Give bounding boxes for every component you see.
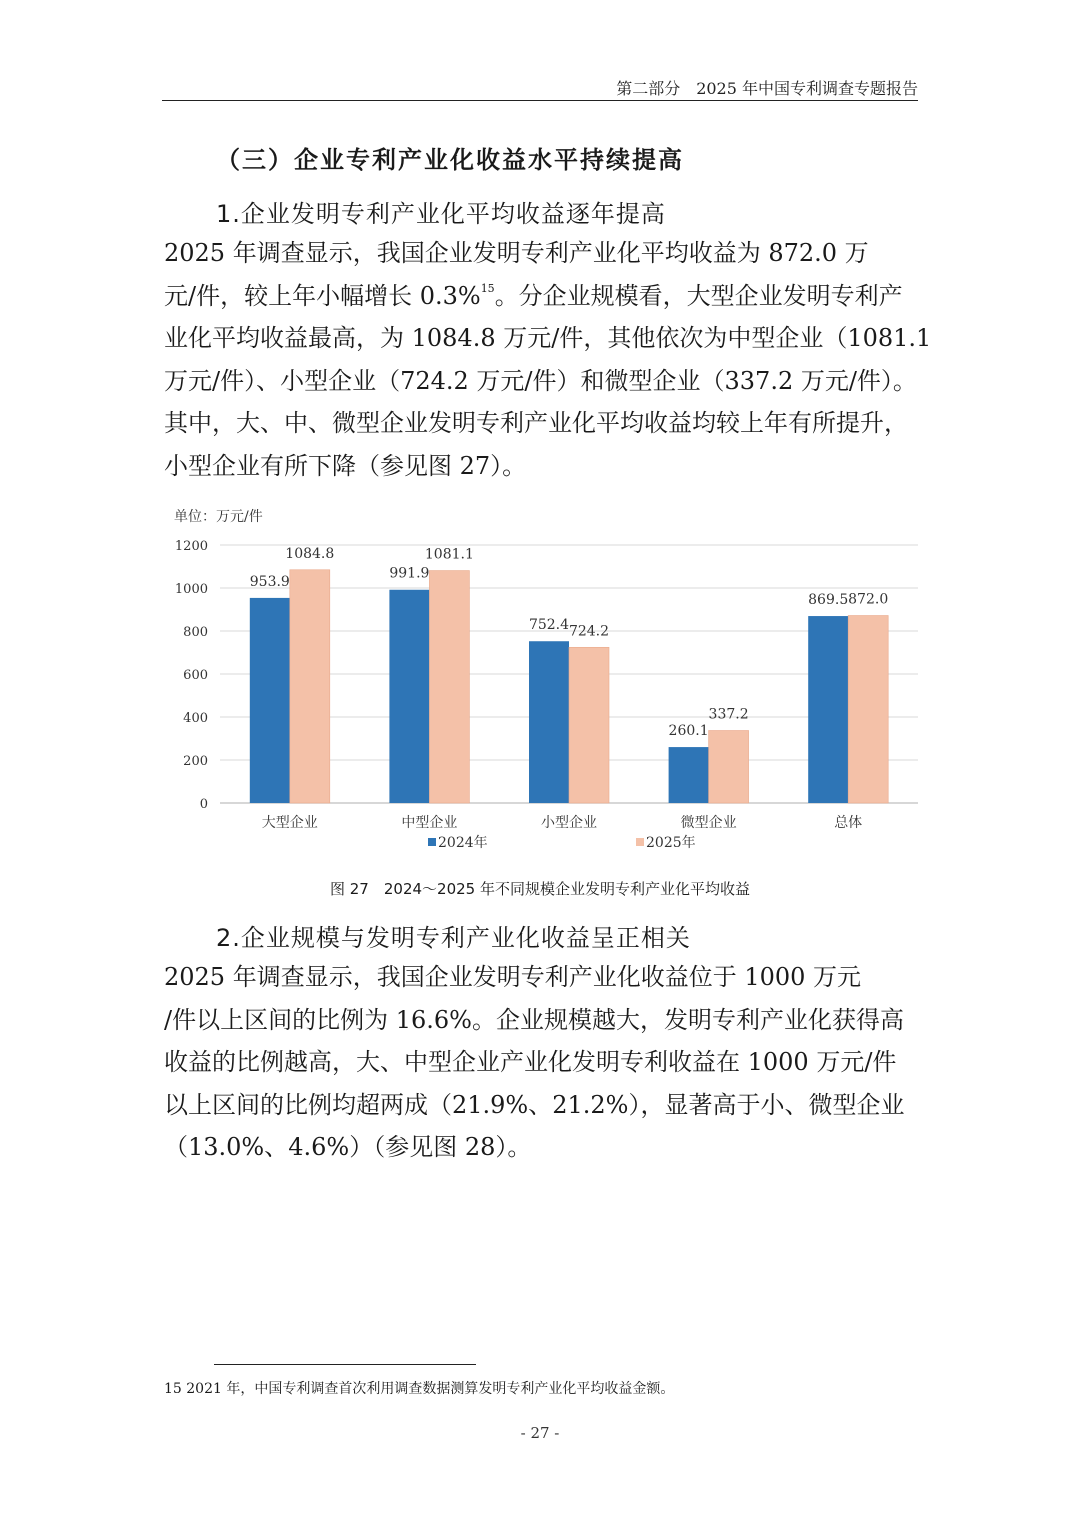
y-tick-label: 200 [183,754,208,769]
bar [529,641,569,803]
para1-line: 业化平均收益最高，为 1084.8 万元/件，其他依次为中型企业（1081.1 [164,324,932,353]
para1-line: 2025 年调查显示，我国企业发明专利产业化平均收益为 872.0 万 [164,239,869,267]
bar [429,571,469,803]
bar [669,747,709,803]
y-tick-label: 1000 [174,582,208,597]
para2-line: 收益的比例越高，大、中型企业产业化发明专利收益在 1000 万元/件 [164,1048,897,1077]
x-tick-label: 总体 [834,815,863,831]
x-tick-label: 大型企业 [261,815,318,831]
bar [808,616,848,803]
para1-line-text: 。分企业规模看，大型企业发明专利产 [494,281,903,310]
bar [389,590,429,803]
data-label: 869.5 [808,592,849,609]
page-header: 第二部分 2025 年中国专利调查专题报告 [616,79,918,98]
para1-line-text: 元/件，较上年小幅增长 0.3% [164,281,481,310]
section-title: （三）企业专利产业化收益水平持续提高 [216,146,684,174]
legend-swatch [428,838,436,846]
y-tick-label: 0 [199,797,208,812]
data-label: 260.1 [668,723,709,740]
bar [250,598,290,803]
subsection-title-1: 1.企业发明专利产业化平均收益逐年提高 [216,200,666,228]
y-tick-label: 600 [183,668,208,683]
header-divider [162,100,918,101]
data-label: 991.9 [389,565,430,582]
y-tick-label: 1200 [174,539,208,554]
footnote: 15 2021 年，中国专利调查首次利用调查数据测算发明专利产业化平均收益金额。 [164,1381,675,1397]
paragraph-1 [164,232,932,488]
para1-line: 小型企业有所下降（参见图 27）。 [164,451,527,480]
para1-line: 其中，大、中、微型企业发明专利产业化平均收益均较上年有所提升， [164,409,908,438]
bar [848,616,888,803]
data-label: 1081.1 [424,546,474,563]
para2-line: （13.0%、4.6%）（参见图 28）。 [164,1133,532,1162]
y-tick-label: 800 [183,625,208,640]
data-label: 724.2 [568,623,610,640]
para2-line: /件以上区间的比例为 16.6%。企业规模越大，发明专利产业化获得高 [164,1005,904,1034]
data-label: 752.4 [528,617,570,634]
para1-line: 万元/件）、小型企业（724.2 万元/件）和微型企业（337.2 万元/件）。 [164,366,917,395]
x-tick-label: 小型企业 [541,815,597,831]
paragraph-2 [164,956,920,1169]
para2-line: 2025 年调查显示，我国企业发明专利产业化收益位于 1000 万元 [164,963,862,991]
page-number: - 27 - [520,1424,560,1442]
data-label: 337.2 [708,706,749,723]
bar [709,731,749,803]
chart-unit-label: 单位：万元/件 [174,509,263,525]
data-label: 953.9 [249,573,290,590]
legend-label: 2025年 [646,835,696,851]
para1-line [164,275,920,318]
x-tick-label: 微型企业 [680,815,737,831]
para2-line: 以上区间的比例均超两成（21.9%、21.2%），显著高于小、微型企业 [164,1090,905,1119]
bar [290,570,330,803]
subsection-title-2: 2.企业规模与发明专利产业化收益呈正相关 [216,924,691,952]
bar-chart [160,500,940,870]
y-tick-label: 400 [183,711,208,726]
data-label: 872.0 [848,591,889,608]
bar [569,647,609,803]
footnote-divider [214,1364,476,1365]
legend-label: 2024年 [438,835,488,851]
footnote-ref[interactable]: 15 [480,281,495,295]
data-label: 1084.8 [285,545,335,562]
bar-chart-svg [160,500,940,870]
x-tick-label: 中型企业 [401,815,458,831]
legend-swatch [636,838,644,846]
figure-caption: 图 27 2024～2025 年不同规模企业发明专利产业化平均收益 [330,880,750,898]
